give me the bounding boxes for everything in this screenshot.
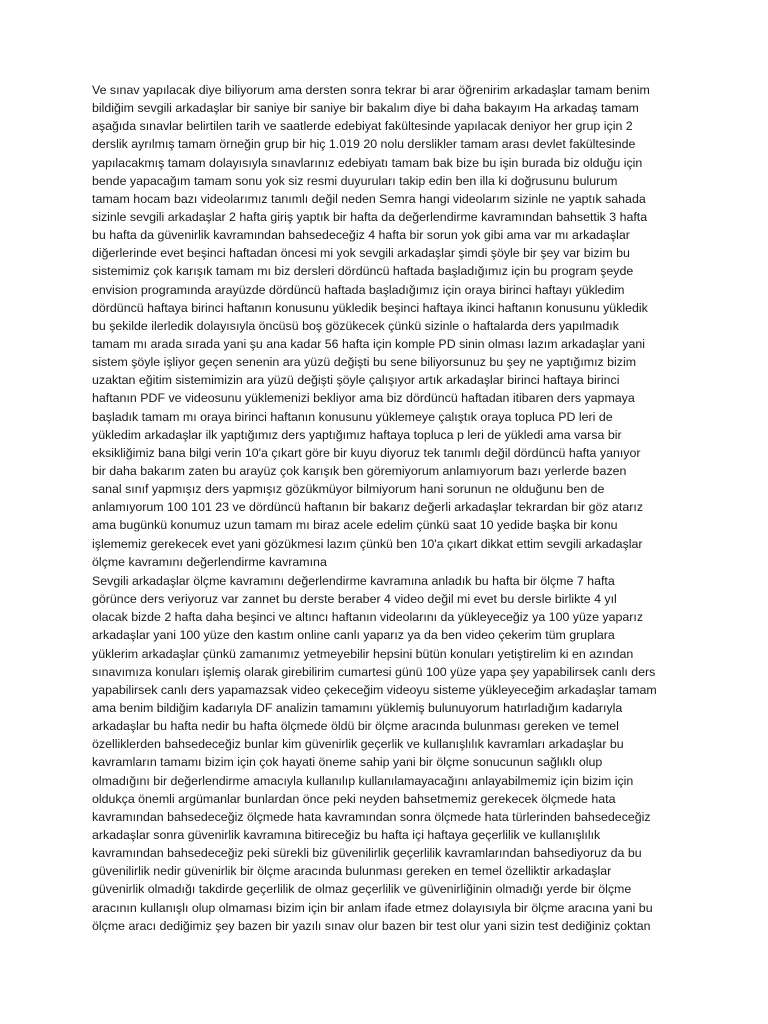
paragraph-2 xyxy=(92,572,682,935)
text-line: envision programında arayüzde dördüncü haftada başladığımız için oraya birinci haftayı yükledim xyxy=(92,282,625,297)
text-line: uzaktan eğitim sistemimizin ara yüzü değişti şöyle çalışıyor artık arkadaşlar birinci haftaya birinci xyxy=(92,373,620,388)
text-line: kavramından bahsedeceğiz ölçmede hata kavramından sonra ölçmede hata türlerinden bahsedeceğiz xyxy=(92,809,651,824)
text-line: kavramından bahsedeceğiz peki sürekli biz güvenilirlik geçerlilik kavramlarından bahsediyoruz da bu xyxy=(92,846,642,861)
text-line: eksikliğimiz bana bilgi verin 10'a çıkart göre bir kuyu diyoruz tek tanımlı değil dördüncü hafta yanıyor xyxy=(92,445,641,460)
text-line: bir daha bakarım zaten bu arayüz çok karışık ben göremiyorum anlamıyorum bazı yerlerde bazen xyxy=(92,463,627,478)
text-line: bu şekilde ilerledik dolayısıyla öncüsü boş gözükecek çünkü sizinle o haftalarda ders yapılmadık xyxy=(92,318,619,333)
text-line: sınavımıza konuları işlemiş olarak girebilirim cumartesi günü 100 yüze yapa şey yapabilirsek canlı ders xyxy=(92,664,656,679)
text-line: ölçme kavramını değerlendirme kavramına xyxy=(92,554,327,569)
text-line: görünce ders veriyoruz var zannet bu derste beraber 4 video değil mi evet bu dersle birlikte 4 yıl xyxy=(92,592,617,607)
text-line: bildiğim sevgili arkadaşlar bir saniye bir saniye bir bakalım diye bi daha bakayım Ha arkadaş tamam xyxy=(92,101,639,116)
text-line: sistem şöyle işliyor geçen senenin ara yüzü değişti bu sene biliyorsunuz bu şey ne yaptığımız bizim xyxy=(92,355,637,370)
text-line: tamam mı arada sırada yani şu ana kadar 56 hafta için komple PD sinin olması lazım arkadaşlar yani xyxy=(92,336,646,351)
text-line: dördüncü haftaya birinci haftanın konusunu yükledik beşinci haftaya ikinci haftanın konusunu yükledik xyxy=(92,300,648,315)
text-line: güvenirlik olmadığı takdirde geçerlilik de olmaz geçerlilik ve güvenirliğinin olmadığı yerde bir ölçme xyxy=(92,882,632,897)
text-line: oldukça önemli argümanlar bunlardan önce peki neyden bahsetmemiz gerekecek ölçmede hata xyxy=(92,791,616,806)
text-line: olacak bizde 2 hafta daha beşinci ve altıncı haftanın videolarını da yükleyeceğiz ya 100 yüze yaparız xyxy=(92,610,644,625)
text-line: Ve sınav yapılacak diye biliyorum ama dersten sonra tekrar bi arar öğrenirim arkadaşlar tamam benim xyxy=(92,83,650,97)
text-line: yüklerim arkadaşlar çünkü zamanımız yetmeyebilir hepsini bütün konuları yetiştirelim ki en azından xyxy=(92,646,634,661)
text-line: arkadaşlar bu hafta nedir bu hafta ölçmede öldü bir ölçme aracında bulunması gereken ve temel xyxy=(92,719,619,734)
text-line: ama bugünkü konumuz uzun tamam mı biraz acele edelim çünkü saat 10 yedide başka bir konu xyxy=(92,518,618,533)
text-line: sistemimiz çok karışık tamam mı biz dersleri dördüncü haftada başladığımız için bu program şeyde xyxy=(92,264,634,279)
text-line: işlememiz gerekecek evet yani gözükmesi lazım çünkü ben 10'a çıkart dikkat ettim sevgili arkadaşlar xyxy=(92,536,643,551)
text-line: bende yapacağım tamam sonu yok siz resmi duyuruları takip edin ben illa ki doğrusunu bulurum xyxy=(92,173,618,188)
text-line: aşağıda sınavlar belirtilen tarih ve saatlerde edebiyat fakültesinde yapılacak deniyor her grup için 2 xyxy=(92,119,633,134)
text-line: özelliklerden bahsedeceğiz bunlar kim güvenirlik geçerlik ve kullanışlılık kavramları arkadaşlar bu xyxy=(92,737,624,752)
text-line: güvenilirlik nedir güvenirlik bir ölçme aracında bulunması gereken en temel özelliktir arkadaşlar xyxy=(92,864,612,879)
text-line: kavramların tamamı bizim için çok hayati öneme sahip yani bir ölçme sonucunun sağlıklı olup xyxy=(92,755,603,770)
text-line: diğerlerinde evet beşinci haftadan öncesi mi yok sevgili arkadaşlar şimdi şöyle bir şey var bizim bu xyxy=(92,246,630,261)
text-line: yapabilirsek canlı ders yapamazsak video çekeceğim videoyu sisteme yükleyeceğim arkadaşlar tamam xyxy=(92,682,657,697)
text-line: Sevgili arkadaşlar ölçme kavramını değerlendirme kavramına anladık bu hafta bir ölçme 7 hafta xyxy=(92,574,615,588)
text-line: ama benim bildiğim kadarıyla DF analizin tamamını yüklemiş bulunuyorum hatırladığım kadarıyla xyxy=(92,700,623,715)
text-line: aracının kullanışlı olup olmaması bizim için bir anlam ifade etmez dolayısıyla bir ölçme aracına yani bu xyxy=(92,900,653,915)
text-line: sizinle sevgili arkadaşlar 2 hafta giriş yaptık bir hafta da değerlendirme kavramından bahsettik 3 hafta xyxy=(92,209,648,224)
text-line: arkadaşlar yani 100 yüze den kastım online canlı yaparız ya da ben video çekerim tüm gruplara xyxy=(92,628,615,643)
text-line: tamam hocam bazı videolarımız tanımlı değil neden Semra hangi videolarım sizinle ne yaptık sahada xyxy=(92,191,646,206)
text-line: sanal sınıf yapmışız ders yapmışız gözükmüyor bilmiyorum hani sorunun ne olduğunu ben de xyxy=(92,482,605,497)
text-line: anlamıyorum 100 101 23 ve dördüncü haftanın bir bakarız değerli arkadaşlar tekrardan bir göz atarız xyxy=(92,500,644,515)
text-line: yapılacakmış tamam dolayısıyla sınavlarınız edebiyatı tamam bak bize bu işin burada biz olduğu için xyxy=(92,155,643,170)
text-line: derslik ayrılmış tamam örneğin grup bir hiç 1.019 20 nolu derslikler tamam arası devlet fakültesinde xyxy=(92,137,636,152)
text-line: arkadaşlar sonra güvenirlik kavramına bitireceğiz bu hafta içi haftaya geçerlilik ve kullanışlılık xyxy=(92,827,601,842)
paragraph-1 xyxy=(92,81,682,571)
text-line: başladık tamam mı oraya birinci haftanın konusunu yüklemeye çalıştık oraya topluca PD leri de xyxy=(92,409,613,424)
text-line: haftanın PDF ve videosunu yüklemenizi bekliyor ama biz dördüncü haftadan itibaren ders yapmaya xyxy=(92,391,635,406)
text-line: olmadığını bir değerlendirme amacıyla kullanılıp kullanılamayacağını anlayabilmemiz için bizim için xyxy=(92,773,634,788)
text-line: ölçme aracı dediğimiz şey bazen bir yazılı sınav olur bazen bir test olur yani sizin test dediğiniz çoktan xyxy=(92,918,651,933)
text-line: yükledim arkadaşlar ilk yaptığımız ders yaptığımız haftaya topluca p leri de yükledi ama varsa bir xyxy=(92,427,622,442)
text-line: bu hafta da güvenirlik kavramından bahsedeceğiz 4 hafta bir sorun yok gibi ama var mı arkadaşlar xyxy=(92,228,630,243)
